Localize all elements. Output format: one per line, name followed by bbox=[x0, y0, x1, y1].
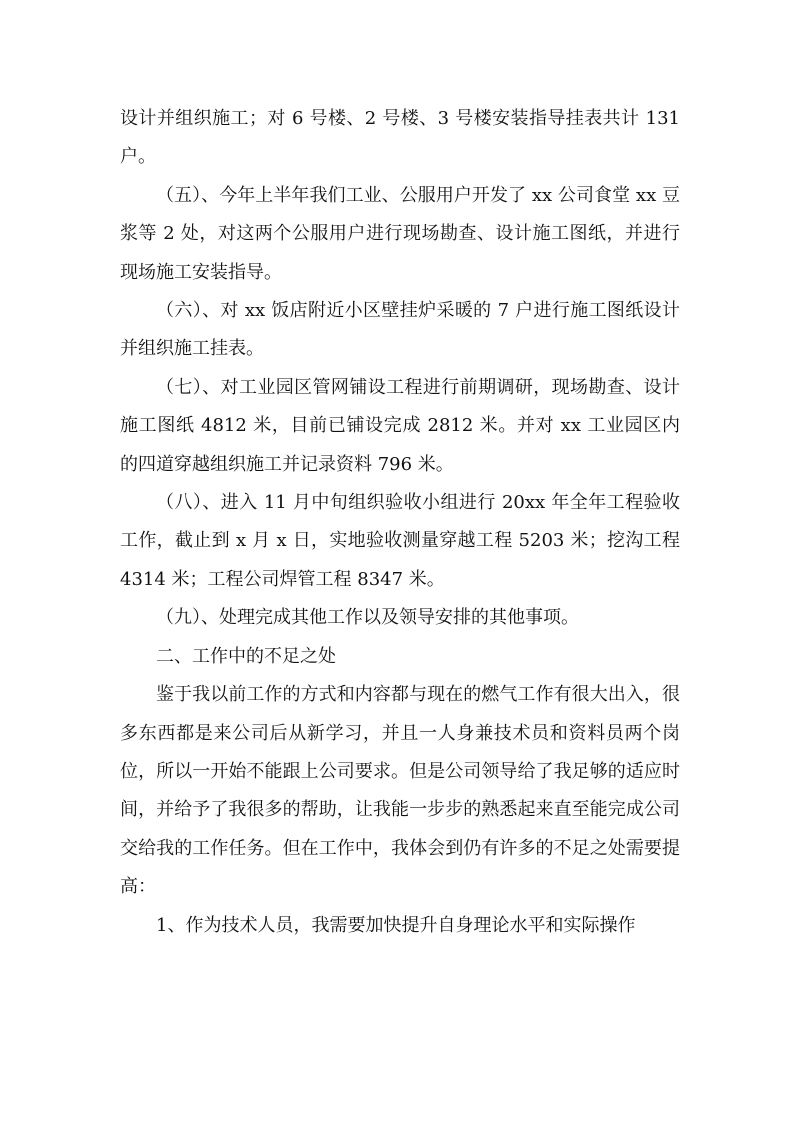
section-heading: 二、工作中的不足之处 bbox=[156, 645, 336, 667]
paragraph: （六）、对 xx 饭店附近小区壁挂炉采暖的 7 户进行施工图纸设计并组织施工挂表。 bbox=[120, 300, 680, 360]
paragraph: （八）、进入 11 月中旬组织验收小组进行 20xx 年全年工程验收工作，截止到 x 月 x 日，实地验收测量穿越工程 5203 米；挖沟工程 4314 米；工程公司焊管工程 8347 米。 bbox=[120, 492, 680, 590]
paragraph: （五）、今年上半年我们工业、公服用户开发了 xx 公司食堂 xx 豆浆等 2 处，对这两个公服用户进行现场勘查、设计施工图纸，并进行现场施工安装指导。 bbox=[120, 184, 680, 283]
paragraph: （九）、处理完成其他工作以及领导安排的其他事项。 bbox=[156, 607, 579, 629]
paragraph: 鉴于我以前工作的方式和内容都与现在的燃气工作有很大出入，很多东西都是来公司后从新学习，并且一人身兼技术员和资料员两个岗位，所以一开始不能跟上公司要求。但是公司领导给了我足够的适应时间，并给予了我很多的帮助，让我能一步步的熟悉起来直至能完成公司交给我的工作任务。但在工作中，我体会到仍有许多的不足之处需要提高： bbox=[120, 684, 680, 898]
paragraph: 1、作为技术人员，我需要加快提升自身理论水平和实际操作 bbox=[156, 914, 636, 936]
paragraph: （七）、对工业园区管网铺设工程进行前期调研，现场勘查、设计施工图纸 4812 米，目前已铺设完成 2812 米。并对 xx 工业园区内的四道穿越组织施工并记录资料 796 米。 bbox=[120, 376, 680, 475]
document-body bbox=[120, 100, 680, 945]
paragraph: 设计并组织施工；对 6 号楼、2 号楼、3 号楼安装指导挂表共计 131 户。 bbox=[120, 108, 680, 168]
